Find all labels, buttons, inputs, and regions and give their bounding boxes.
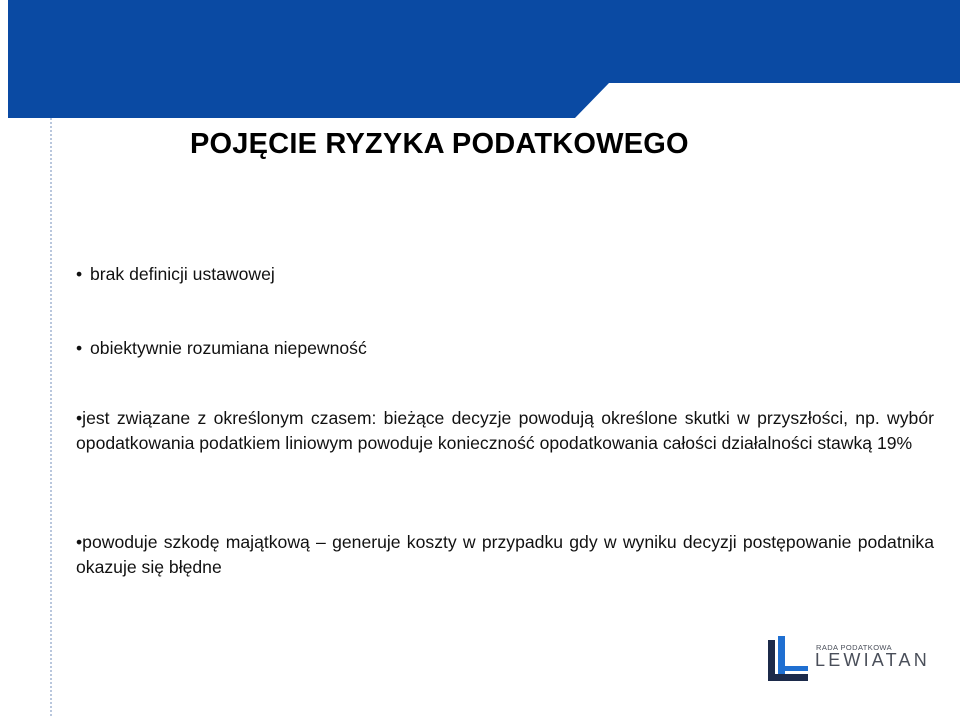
bullet-item-1 [76, 262, 934, 287]
logo-small-text: RADA PODATKOWA [816, 643, 893, 652]
bullet-item-2 [76, 336, 934, 361]
bullet-item-3 [76, 406, 934, 456]
header-band [0, 0, 960, 118]
bullet-text-4: powoduje szkodę majątkową – generuje koszty w przypadku gdy w wyniku decyzji postępowanie podatnika okazuje się błędne [76, 532, 934, 577]
lewiatan-logo [766, 636, 930, 684]
left-dotted-guide [50, 118, 52, 716]
slide-title: POJĘCIE RYZYKA PODATKOWEGO [190, 128, 689, 160]
bullet-text-1: brak definicji ustawowej [90, 264, 275, 284]
bullet-text-3: jest związane z określonym czasem: bieżące decyzje powodują określone skutki w przyszłości, np. wybór opodatkowania podatkiem liniowym powoduje konieczność opodatkowania całości działalności stawką 19% [76, 408, 934, 453]
header-blue-shape [8, 0, 960, 118]
bullet-marker: • [76, 532, 83, 552]
bullet-item-4 [76, 530, 934, 580]
bullet-text-2: obiektywnie rozumiana niepewność [90, 338, 367, 358]
bullet-marker: • [76, 264, 83, 284]
bullet-marker: • [76, 408, 83, 428]
logo-big-text: LEWIATAN [815, 650, 930, 670]
bullet-marker: • [76, 338, 83, 358]
logo-mark-icon [766, 636, 812, 684]
